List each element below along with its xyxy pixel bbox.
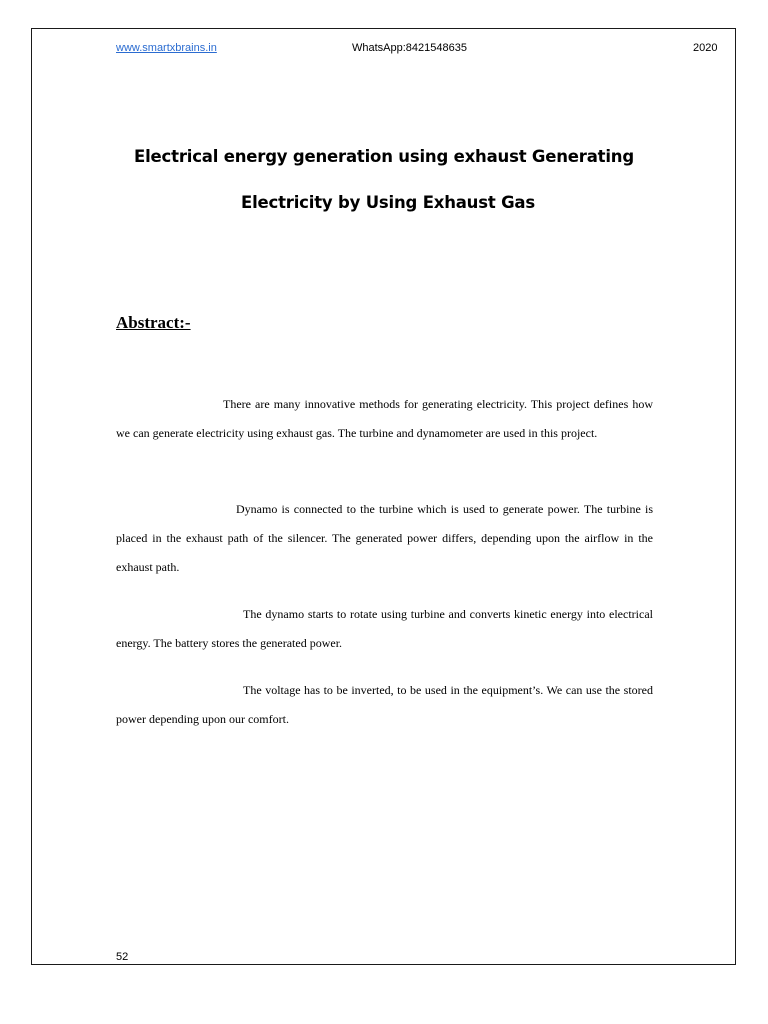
document-title-line-1: Electrical energy generation using exhaust Generating — [134, 147, 634, 166]
page-number: 52 — [116, 951, 129, 963]
document-title-line-2: Electricity by Using Exhaust Gas — [241, 193, 535, 212]
abstract-paragraph-1: There are many innovative methods for generating electricity. This project defines how we can generate electricity using exhaust gas. The turbine and dynamometer are used in this project. — [116, 397, 653, 440]
abstract-paragraph-3: The dynamo starts to rotate using turbine and converts kinetic energy into electrical energy. The battery stores the generated power. — [116, 607, 653, 650]
header-year: 2020 — [693, 42, 718, 54]
abstract-paragraph-4: The voltage has to be inverted, to be used in the equipment’s. We can use the stored power depending upon our comfort. — [116, 683, 653, 726]
website-link[interactable]: www.smartxbrains.in — [116, 42, 217, 54]
abstract-heading: Abstract:- — [116, 313, 191, 332]
abstract-paragraph-2: Dynamo is connected to the turbine which is used to generate power. The turbine is placed in the exhaust path of the silencer. The generated power differs, depending upon the airflow in the exhaust path. — [116, 502, 653, 574]
whatsapp-contact: WhatsApp:8421548635 — [352, 42, 467, 54]
